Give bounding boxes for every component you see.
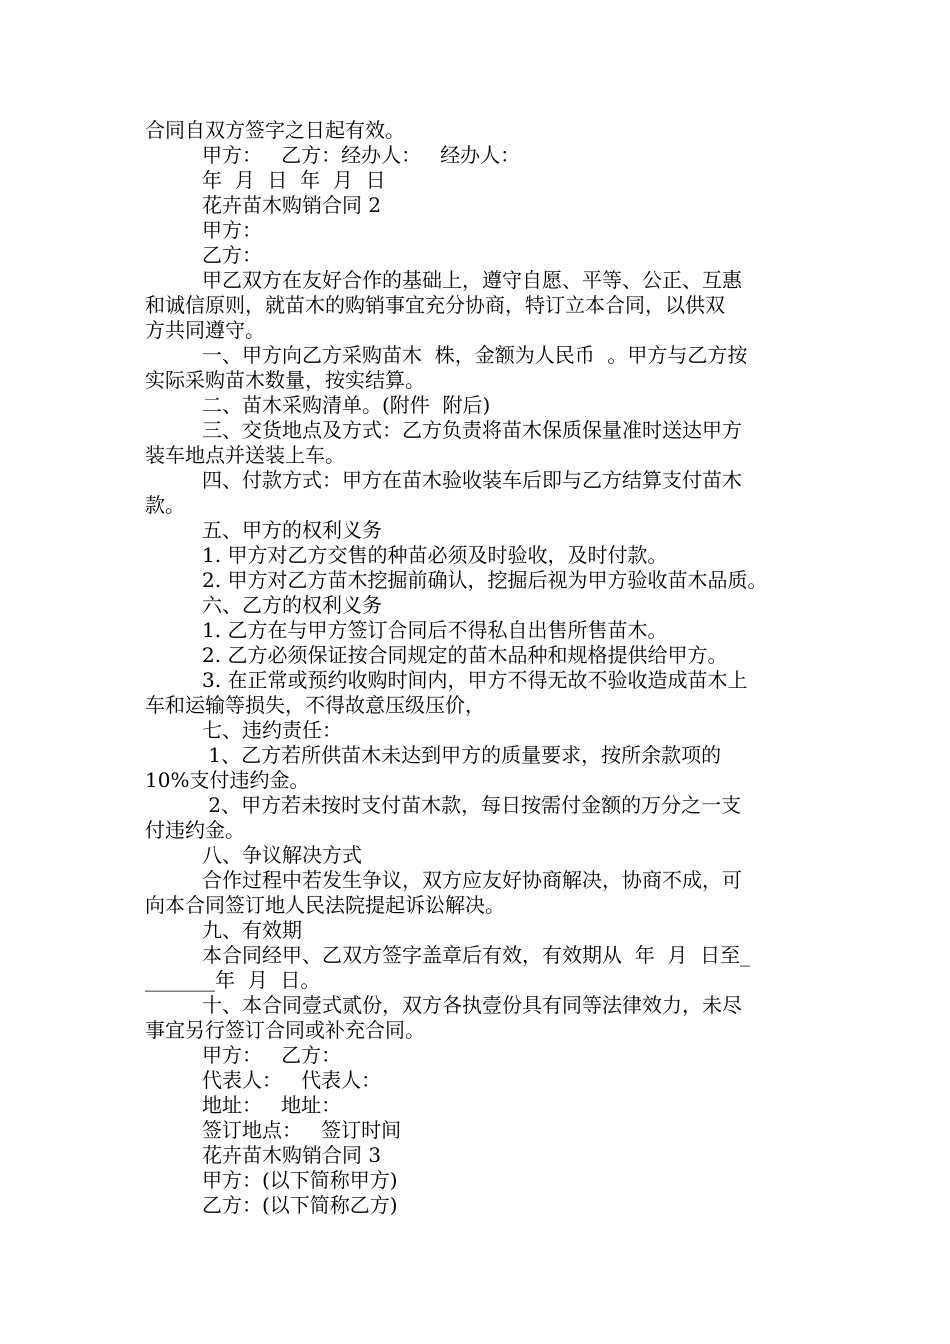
text-line: 向本合同签订地人民法院提起诉讼解决。	[145, 893, 505, 917]
text-line: 和诚信原则，就苗木的购销事宜充分协商，特订立本合同，以供双	[145, 293, 725, 317]
text-line: 地址： 地址：	[202, 1093, 342, 1117]
text-line: 2. 乙方必须保证按合同规定的苗木品种和规格提供给甲方。	[202, 643, 728, 667]
text-line: 三、交货地点及方式：乙方负责将苗木保质保量准时送达甲方	[202, 418, 742, 442]
text-line: 合同自双方签字之日起有效。	[145, 118, 405, 142]
text-line: _______年 月 日。	[145, 968, 321, 992]
text-line: 事宜另行签订合同或补充合同。	[145, 1018, 425, 1042]
text-line: 乙方：(以下简称乙方)	[202, 1193, 398, 1217]
text-line: 花卉苗木购销合同 3	[202, 1143, 382, 1167]
text-line: 1、乙方若所供苗木未达到甲方的质量要求，按所余款项的	[202, 743, 722, 767]
text-line: 六、乙方的权利义务	[202, 593, 382, 617]
document-body	[145, 118, 810, 1218]
text-line: 装车地点并送装上车。	[145, 443, 345, 467]
text-line: 乙方：	[202, 243, 262, 267]
text-line: 八、争议解决方式	[202, 843, 362, 867]
text-line: 七、违约责任：	[202, 718, 342, 742]
text-line: 花卉苗木购销合同 2	[202, 193, 382, 217]
text-line: 本合同经甲、乙双方签字盖章后有效，有效期从 年 月 日至_	[202, 943, 751, 967]
text-line: 甲方： 乙方：经办人： 经办人：	[202, 143, 521, 167]
text-line: 实际采购苗木数量，按实结算。	[145, 368, 425, 392]
text-line: 年 月 日 年 月 日	[202, 168, 386, 192]
text-line: 甲乙双方在友好合作的基础上，遵守自愿、平等、公正、互惠	[202, 268, 742, 292]
text-line: 合作过程中若发生争议，双方应友好协商解决，协商不成，可	[202, 868, 742, 892]
text-line: 车和运输等损失，不得故意压级压价，	[145, 693, 485, 717]
text-line: 代表人： 代表人：	[202, 1068, 382, 1092]
text-line: 1. 乙方在与甲方签订合同后不得私自出售所售苗木。	[202, 618, 668, 642]
text-line: 五、甲方的权利义务	[202, 518, 382, 542]
text-line: 九、有效期	[202, 918, 302, 942]
text-line: 甲方：	[202, 218, 262, 242]
text-line: 方共同遵守。	[145, 318, 265, 342]
text-line: 2、甲方若未按时支付苗木款，每日按需付金额的万分之一支	[202, 793, 742, 817]
text-line: 十、本合同壹式贰份，双方各执壹份具有同等法律效力，未尽	[202, 993, 742, 1017]
text-line: 10%支付违约金。	[145, 768, 310, 792]
text-line: 2. 甲方对乙方苗木挖掘前确认，挖掘后视为甲方验收苗木品质。	[202, 568, 768, 592]
text-line: 1. 甲方对乙方交售的种苗必须及时验收，及时付款。	[202, 543, 668, 567]
text-line: 款。	[145, 493, 185, 517]
text-line: 3. 在正常或预约收购时间内，甲方不得无故不验收造成苗木上	[202, 668, 748, 692]
text-line: 四、付款方式：甲方在苗木验收装车后即与乙方结算支付苗木	[202, 468, 742, 492]
text-line: 甲方： 乙方：	[202, 1043, 342, 1067]
text-line: 付违约金。	[145, 818, 245, 842]
text-line: 签订地点： 签订时间	[202, 1118, 402, 1142]
text-line: 甲方：(以下简称甲方)	[202, 1168, 398, 1192]
text-line: 二、苗木采购清单。(附件 附后)	[202, 393, 491, 417]
text-line: 一、甲方向乙方采购苗木 株，金额为人民币 。甲方与乙方按	[202, 343, 748, 367]
